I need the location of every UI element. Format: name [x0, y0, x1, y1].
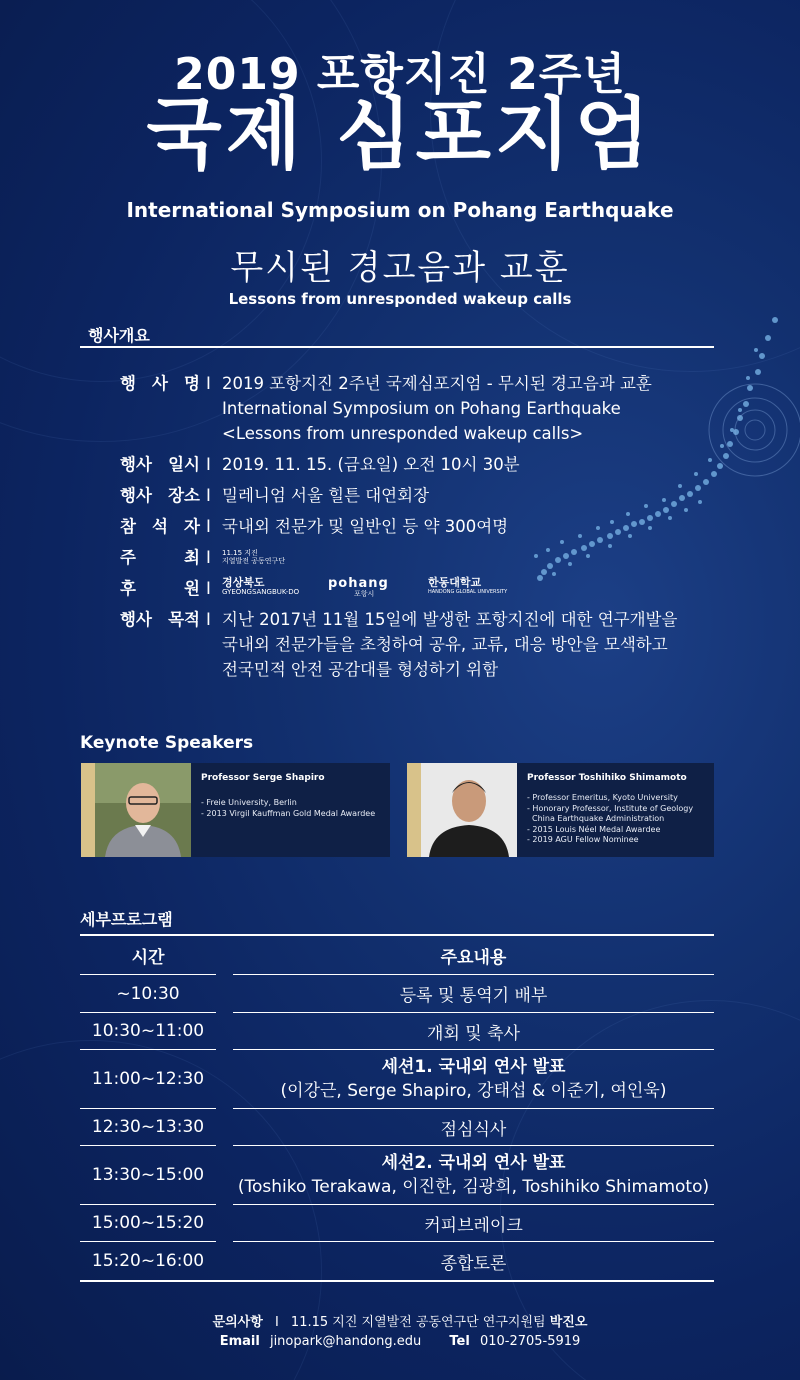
column-gap	[216, 1146, 233, 1205]
email-address[interactable]: jinopark@handong.edu	[269, 1334, 422, 1349]
column-gap	[216, 1205, 233, 1242]
subtitle-korean: 무시된 경고음과 교훈	[230, 248, 570, 288]
column-gap	[216, 936, 233, 975]
info-separator: I	[206, 548, 211, 567]
speaker-details	[527, 793, 693, 846]
column-gap	[216, 975, 233, 1013]
contact-person: 박진오	[549, 1315, 588, 1330]
speaker-details	[201, 797, 375, 819]
session-speakers: (이강근, Serge Shapiro, 강태섭 & 이준기, 여인욱)	[280, 1081, 667, 1101]
keynote-heading: Keynote Speakers	[80, 733, 254, 753]
column-gap	[216, 1109, 233, 1146]
speaker-detail-line: - 2013 Virgil Kauffman Gold Medal Awardee	[201, 809, 376, 818]
info-value-line: 전국민적 안전 공감대를 형성하기 위함	[222, 660, 499, 679]
overview-heading: 행사개요	[88, 326, 150, 345]
info-value-line: <Lessons from unresponded wakeup calls>	[222, 424, 584, 443]
table-row	[80, 975, 714, 1013]
sponsor-logo-text: pohang	[328, 576, 389, 591]
info-row-venue	[120, 483, 700, 508]
info-row-event-name	[120, 371, 700, 446]
time-cell: 12:30~13:30	[80, 1109, 216, 1146]
info-separator: I	[206, 486, 211, 505]
title-line-1: 2019 포항지진 2주년	[174, 49, 626, 100]
info-value-line: 지난 2017년 11월 15일에 발생한 포항지진에 대한 연구개발을	[222, 610, 678, 629]
info-value-line: 국내외 전문가들을 초청하여 공유, 교류, 대응 방안을 모색하고	[222, 635, 668, 654]
info-separator: I	[206, 579, 211, 598]
speaker-detail-line: - Professor Emeritus, Kyoto University	[527, 793, 678, 802]
info-row-sponsors	[120, 576, 700, 601]
speaker-card	[407, 763, 714, 857]
info-label: 행사 목적	[120, 610, 200, 629]
sponsor-logo-handong	[428, 578, 507, 596]
footer-contact-line	[0, 1311, 800, 1330]
info-value: 밀레니엄 서울 힐튼 대연회장	[222, 486, 430, 505]
info-separator: I	[206, 517, 211, 536]
host-logo-line: 지열발전 공동연구단	[222, 557, 286, 565]
subtitle-english: Lessons from unresponded wakeup calls	[228, 290, 572, 308]
program-bottom-divider	[80, 1280, 714, 1282]
info-value-line: 2019 포항지진 2주년 국제심포지엄 - 무시된 경고음과 교훈	[222, 374, 652, 393]
content-cell	[233, 1050, 714, 1109]
table-row	[80, 1050, 714, 1109]
contact-label: 문의사항	[212, 1315, 263, 1330]
info-value-line: International Symposium on Pohang Earthquake	[222, 399, 621, 418]
info-row-host	[120, 545, 700, 570]
session-speakers: (Toshiko Terakawa, 이진한, 김광희, Toshihiko Shimamoto)	[237, 1177, 710, 1197]
time-cell: 15:00~15:20	[80, 1205, 216, 1242]
column-header-content: 주요내용	[440, 947, 507, 968]
table-row	[80, 1242, 714, 1281]
column-header-time: 시간	[131, 947, 165, 968]
time-cell: ~10:30	[80, 975, 216, 1013]
info-label: 주 최	[120, 548, 200, 567]
content-cell	[233, 1146, 714, 1205]
info-separator: I	[206, 455, 211, 474]
tel-label: Tel	[449, 1334, 470, 1349]
column-gap	[216, 1050, 233, 1109]
sponsor-logo-subtext: HANDONG GLOBAL UNIVERSITY	[428, 589, 508, 595]
speaker-name: Professor Toshihiko Shimamoto	[527, 773, 687, 783]
info-row-purpose	[120, 607, 700, 682]
speaker-detail-line: - 2019 AGU Fellow Nominee	[527, 835, 639, 844]
program-heading: 세부프로그램	[80, 910, 173, 929]
info-separator: I	[206, 610, 211, 629]
footer-contact-details	[0, 1334, 800, 1349]
column-gap	[216, 1013, 233, 1050]
tel-number[interactable]: 010-2705-5919	[479, 1334, 581, 1349]
time-cell: 11:00~12:30	[80, 1050, 216, 1109]
info-label: 행사 일시	[120, 455, 200, 474]
speaker-card	[81, 763, 390, 857]
sponsor-logo-text: 경상북도	[222, 576, 265, 589]
table-row	[80, 1013, 714, 1050]
speaker-name: Professor Serge Shapiro	[201, 773, 325, 783]
session-title: 세션2. 국내외 연사 발표	[381, 1153, 566, 1173]
content-cell: 개회 및 축사	[233, 1013, 714, 1050]
info-label: 참 석 자	[120, 517, 200, 536]
time-cell: 13:30~15:00	[80, 1146, 216, 1205]
content-cell: 점심식사	[233, 1109, 714, 1146]
info-label: 행 사 명	[120, 374, 200, 393]
sponsor-logo-pohang	[328, 578, 389, 598]
sponsor-logo-gyeongbuk	[222, 578, 299, 596]
speaker-photo	[421, 763, 517, 857]
info-separator: I	[206, 374, 211, 393]
info-row-date	[120, 452, 700, 477]
title-english: International Symposium on Pohang Earthquake	[126, 198, 674, 222]
contact-separator: I	[274, 1315, 279, 1330]
info-label: 행사 장소	[120, 486, 200, 505]
overview-divider	[80, 346, 714, 348]
speaker-detail-line: - 2015 Louis Néel Medal Awardee	[527, 824, 661, 834]
speaker-detail-line: China Earthquake Administration	[532, 814, 665, 823]
speaker-detail-line: - Freie University, Berlin	[201, 798, 297, 807]
session-title: 세션1. 국내외 연사 발표	[381, 1057, 566, 1077]
host-logo	[222, 549, 285, 565]
info-value: 국내외 전문가 및 일반인 등 약 300여명	[222, 517, 509, 536]
content-cell: 커피브레이크	[233, 1205, 714, 1242]
title-line-2: 국제 심포지엄	[146, 90, 654, 180]
time-cell: 15:20~16:00	[80, 1242, 216, 1281]
host-logo-line: 11.15 지진	[222, 549, 258, 557]
table-row	[80, 1205, 714, 1242]
table-row	[80, 1109, 714, 1146]
info-value	[222, 371, 652, 446]
sponsor-logo-text: 한동대학교	[428, 576, 482, 589]
column-gap	[216, 1242, 233, 1281]
sponsor-logo-subtext: 포항시	[354, 590, 375, 598]
table-row	[80, 1146, 714, 1205]
program-table	[80, 936, 714, 1281]
sponsor-logo-subtext: GYEONGSANGBUK-DO	[222, 588, 300, 596]
info-row-attendees	[120, 514, 700, 539]
info-value	[222, 607, 677, 682]
contact-org: 11.15 지진 지열발전 공동연구단 연구지원팀	[290, 1315, 546, 1330]
speaker-photo	[95, 763, 191, 857]
time-cell: 10:30~11:00	[80, 1013, 216, 1050]
program-header-row	[80, 936, 714, 975]
speaker-detail-line: - Honorary Professor, Institute of Geology	[527, 803, 694, 813]
info-value: 2019. 11. 15. (금요일) 오전 10시 30분	[222, 455, 520, 474]
content-cell: 종합토론	[233, 1242, 714, 1281]
email-label: Email	[219, 1334, 260, 1349]
info-label: 후 원	[120, 579, 200, 598]
content-cell: 등록 및 통역기 배부	[233, 975, 714, 1013]
